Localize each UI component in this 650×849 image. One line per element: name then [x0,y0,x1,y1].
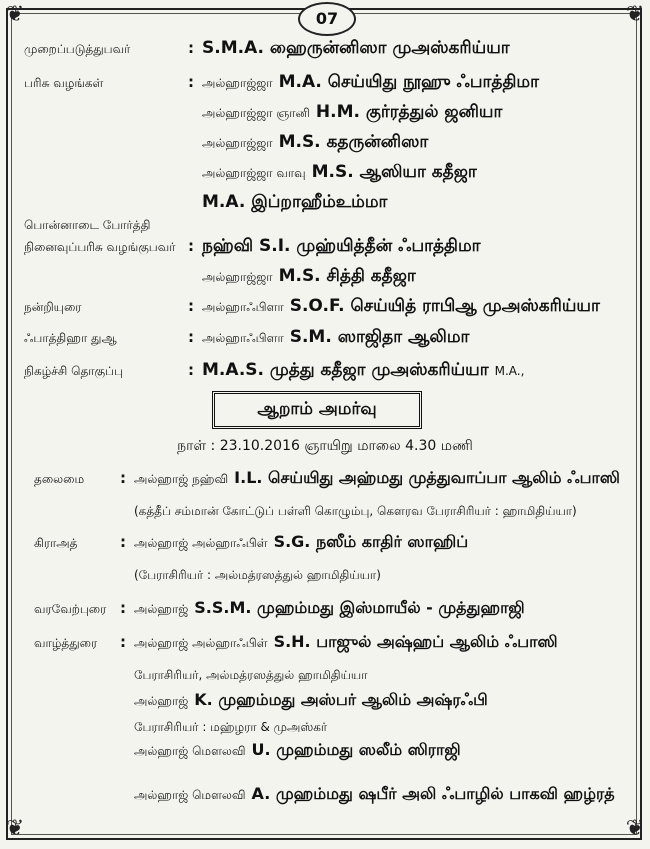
row-colon: : [188,73,194,91]
row-prefix: அல்ஹாஜ்ஜா ஞானி [202,106,310,120]
row-note: பேராசிரியர், அல்மத்ரஸத்துல் ஹாமிதிய்யா [134,668,368,682]
row-prefix: அல்ஹாஜ்ஜா [202,270,273,284]
row-prefix: அல்ஹாஜ்ஜா வாவு [202,166,306,180]
row-prefix: அல்ஹாஜ் அல்ஹாஃபிள் [134,636,268,650]
row-name: S.O.F. செய்யித் ராபிஆ முஅஸ்கரிய்யா [289,296,600,316]
row-colon: : [120,633,126,651]
row-name: S.S.M. முஹம்மது இஸ்மாயீல் - முத்துஹாஜி [194,598,525,617]
row-entry [134,632,558,653]
row-entry [202,327,469,349]
row-entry [202,102,502,124]
row-entry [134,468,620,489]
row-label: பரிசு வழங்கள் [24,76,104,90]
row-entry [202,38,510,60]
row-prefix: அல்ஹாஜ் [134,694,189,708]
row-entry [134,598,525,619]
row-entry [134,532,468,553]
row-note: (கத்தீப் சம்மான் கோட்டுப் பள்ளி கொழும்பு, கௌரவ பேராசிரியர் : ஹாமிதிய்யா) [134,504,577,518]
row-prefix: அல்ஹாஜ் மௌலவி [134,788,246,802]
row-label: தலைமை [34,472,85,486]
row-name: M.S. சித்தி கதீஜா [278,266,416,286]
row-prefix: அல்ஹாஜ்ஜா [202,76,273,90]
row-colon: : [120,533,126,551]
row-label: நிகழ்ச்சி தொகுப்பு [24,364,124,378]
row-name: நஹ்வி S.I. முஹ்யித்தீன் ஃபாத்திமா [202,236,481,256]
row-entry [202,296,600,318]
row-label: நன்றியுரை [24,300,82,314]
row-name: I.L. செய்யிது அஹ்மது முத்துவாப்பா ஆலிம் ஃபாஸி [234,468,620,487]
row-label: முறைப்படுத்துபவர் [24,42,131,56]
row-label: பொன்னாடை போர்த்தி [24,218,151,232]
row-entry [202,72,539,94]
row-name: K. முஹம்மது அஸ்பர் ஆலிம் அஷ்ரஃபி [194,690,488,709]
page-number: 07 [298,2,356,36]
row-colon: : [188,237,194,255]
row-note: (பேராசிரியர் : அல்மத்ரஸத்துல் ஹாமிதிய்யா) [134,568,381,582]
row-label: கிராஅத் [34,536,78,550]
date-line: நாள் : 23.10.2016 ஞாயிறு மாலை 4.30 மணி [177,438,473,454]
row-note: பேராசிரியர் : மஹ்ழரா & முஅஸ்கர் [134,720,328,734]
row-name: M.S. கதருன்னிஸா [278,132,429,152]
row-name: M.A.S. முத்து கதீஜா முஅஸ்கரிய்யா [202,360,489,380]
row-colon: : [120,599,126,617]
row-colon: : [188,361,194,379]
row-name: S.M. ஸாஜிதா ஆலிமா [289,327,470,347]
row-prefix: அல்ஹாஜ் அல்ஹாஃபிள் [134,536,268,550]
ornament-bottom-left: ❦ [5,816,25,841]
row-name: M.A. இப்றாஹீம்உம்மா [202,192,388,212]
session-title: ஆறாம் அமர்வு [212,391,422,429]
row-name: M.S. ஆஸியா கதீஜா [311,162,477,182]
ornament-top-left: ❦ [5,2,25,27]
row-entry [202,360,524,382]
row-entry [202,192,387,214]
row-entry [202,266,416,288]
ornament-top-right: ❦ [625,2,645,27]
row-prefix: அல்ஹாஜ்ஜா [202,136,273,150]
row-name: H.M. குர்ரத்துல் ஜனியா [315,102,503,122]
row-entry [202,162,477,184]
row-entry [134,690,488,711]
row-prefix: அல்ஹாஜ் மௌலவி [134,744,246,758]
row-prefix: அல்ஹாஜ் நஹ்வி [134,472,229,486]
row-name: U. முஹம்மது ஸலீம் ஸிராஜி [251,740,461,759]
row-label: ஃபாத்திஹா துஆ [24,331,117,345]
row-entry [134,784,615,805]
row-name: S.M.A. ஹைருன்னிஸா முஅஸ்கரிய்யா [202,38,510,58]
row-label: நினைவுப்பரிசு வழங்குபவர் [24,240,176,254]
row-colon: : [188,328,194,346]
row-prefix: அல்ஹாஜ் [134,602,189,616]
row-entry [202,132,428,154]
ornament-bottom-right: ❦ [625,816,645,841]
row-entry [202,236,481,258]
row-name: A. முஹம்மது ஷபீர் அலி ஃபாழில் பாகவி ஹழ்ரத் [251,784,615,803]
row-colon: : [188,297,194,315]
row-name: M.A. செய்யிது நூஹு ஃபாத்திமா [278,72,539,92]
row-prefix: அல்ஹாஃபிளா [202,300,284,314]
row-colon: : [188,39,194,57]
row-name: S.G. நஸீம் காதிர் ஸாஹிப் [273,532,469,551]
row-suffix: M.A., [494,364,525,378]
row-label: வாழ்த்துரை [34,636,98,650]
row-colon: : [120,469,126,487]
row-label: வரவேற்புரை [34,602,107,616]
row-prefix: அல்ஹாஃபிளா [202,331,284,345]
row-entry [134,740,461,761]
row-name: S.H. பாஜுல் அஷ்ஹப் ஆலிம் ஃபாஸி [273,632,558,651]
